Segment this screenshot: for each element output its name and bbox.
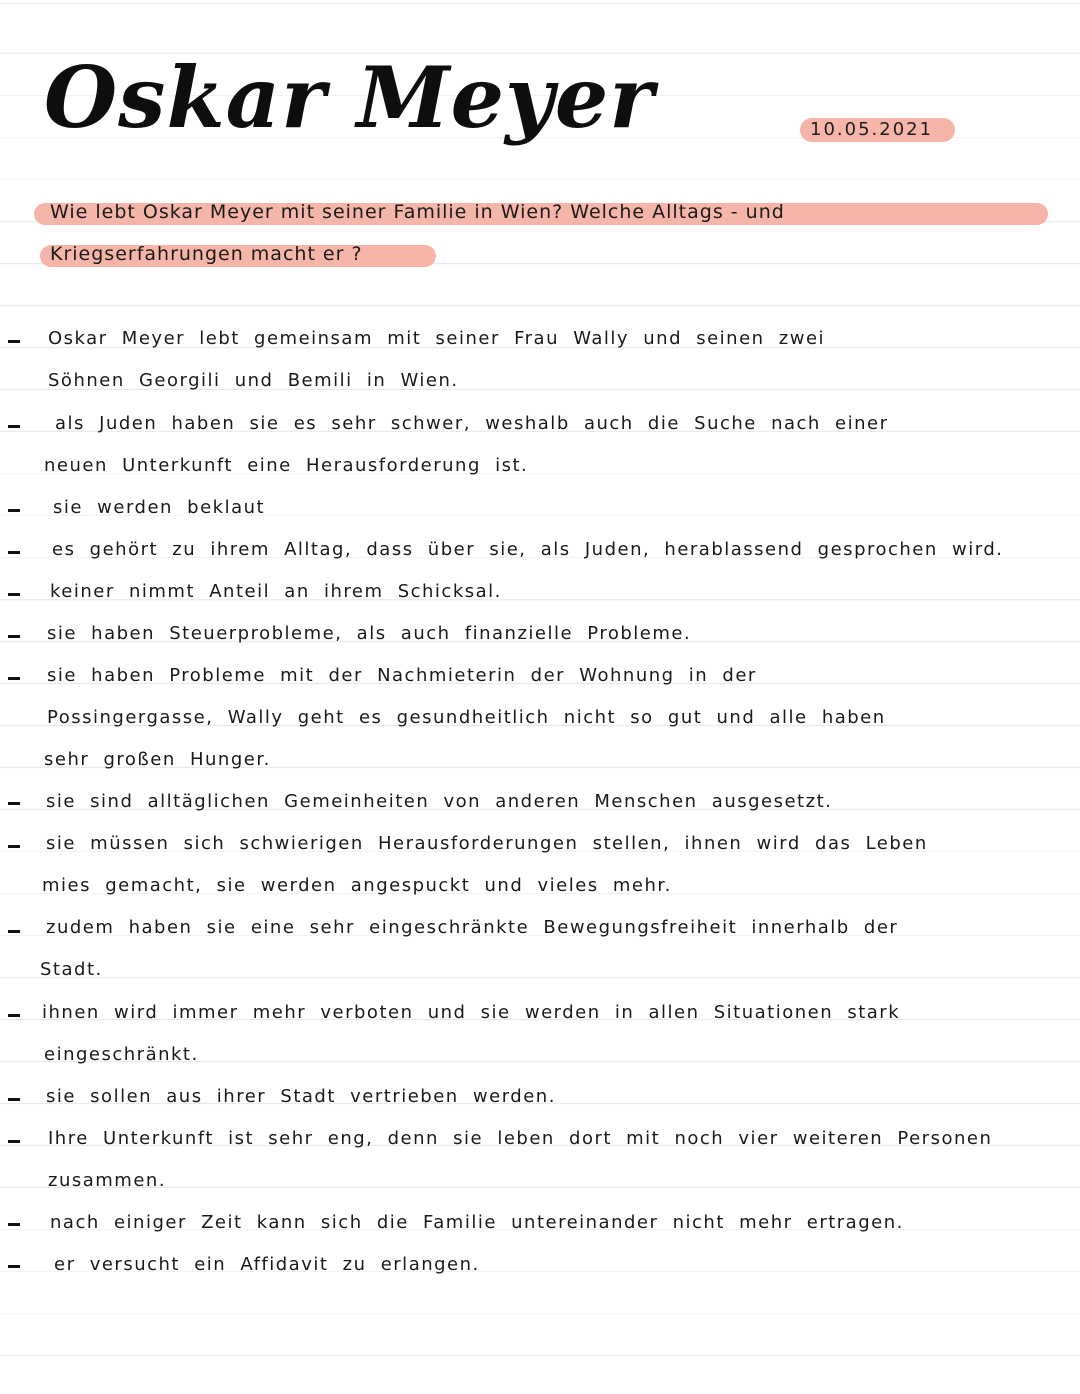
note-line: sie werden beklaut	[53, 497, 266, 518]
page-title: Oskar Meyer	[44, 48, 655, 147]
note-line: Oskar Meyer lebt gemeinsam mit seiner Frau Wally und seinen zwei	[48, 328, 826, 349]
bullet-dash	[8, 1223, 20, 1226]
date-highlight	[800, 118, 955, 142]
note-line: als Juden haben sie es sehr schwer, weshalb auch die Suche nach einer	[55, 413, 889, 434]
bullet-dash	[8, 551, 20, 554]
note-line: Possingergasse, Wally geht es gesundheitlich nicht so gut und alle haben	[47, 707, 886, 728]
note-line: sie müssen sich schwierigen Herausforderungen stellen, ihnen wird das Leben	[46, 833, 928, 854]
note-line: sie sollen aus ihrer Stadt vertrieben werden.	[46, 1086, 556, 1107]
note-line: zudem haben sie eine sehr eingeschränkte Bewegungsfreiheit innerhalb der	[46, 917, 899, 938]
note-line: Ihre Unterkunft ist sehr eng, denn sie leben dort mit noch vier weiteren Personen	[48, 1128, 993, 1149]
note-line: Söhnen Georgili und Bemili in Wien.	[48, 370, 459, 391]
question-line-1: Wie lebt Oskar Meyer mit seiner Familie in Wien? Welche Alltags - und	[50, 201, 785, 223]
bullet-dash	[8, 677, 20, 680]
note-line: er versucht ein Affidavit zu erlangen.	[54, 1254, 480, 1275]
bullet-dash	[8, 593, 20, 596]
note-line: ihnen wird immer mehr verboten und sie werden in allen Situationen stark	[42, 1002, 901, 1023]
bullet-dash	[8, 340, 20, 343]
note-line: nach einiger Zeit kann sich die Familie untereinander nicht mehr ertragen.	[50, 1212, 904, 1233]
bullet-dash	[8, 509, 20, 512]
bullet-dash	[8, 845, 20, 848]
bullet-dash	[8, 1098, 20, 1101]
bullet-dash	[8, 930, 20, 933]
bullet-dash	[8, 1014, 20, 1017]
note-line: keiner nimmt Anteil an ihrem Schicksal.	[50, 581, 502, 602]
bullet-dash	[8, 1140, 20, 1143]
note-line: neuen Unterkunft eine Herausforderung ist.	[44, 455, 529, 476]
note-line: sehr großen Hunger.	[44, 749, 271, 770]
bullet-dash	[8, 1265, 20, 1268]
note-line: eingeschränkt.	[44, 1044, 199, 1065]
date-label: 10.05.2021	[810, 119, 934, 140]
bullet-dash	[8, 802, 20, 805]
note-line: sie haben Probleme mit der Nachmieterin der Wohnung in der	[47, 665, 757, 686]
bullet-dash	[8, 425, 20, 428]
question-line-2: Kriegserfahrungen macht er ?	[50, 243, 363, 265]
note-line: es gehört zu ihrem Alltag, dass über sie, als Juden, herablassend gesprochen wird.	[52, 539, 1004, 560]
note-line: mies gemacht, sie werden angespuckt und vieles mehr.	[42, 875, 672, 896]
note-line: Stadt.	[40, 959, 103, 980]
note-line: sie haben Steuerprobleme, als auch finanzielle Probleme.	[47, 623, 692, 644]
note-line: sie sind alltäglichen Gemeinheiten von anderen Menschen ausgesetzt.	[46, 791, 833, 812]
bullet-dash	[8, 635, 20, 638]
note-line: zusammen.	[48, 1170, 167, 1191]
